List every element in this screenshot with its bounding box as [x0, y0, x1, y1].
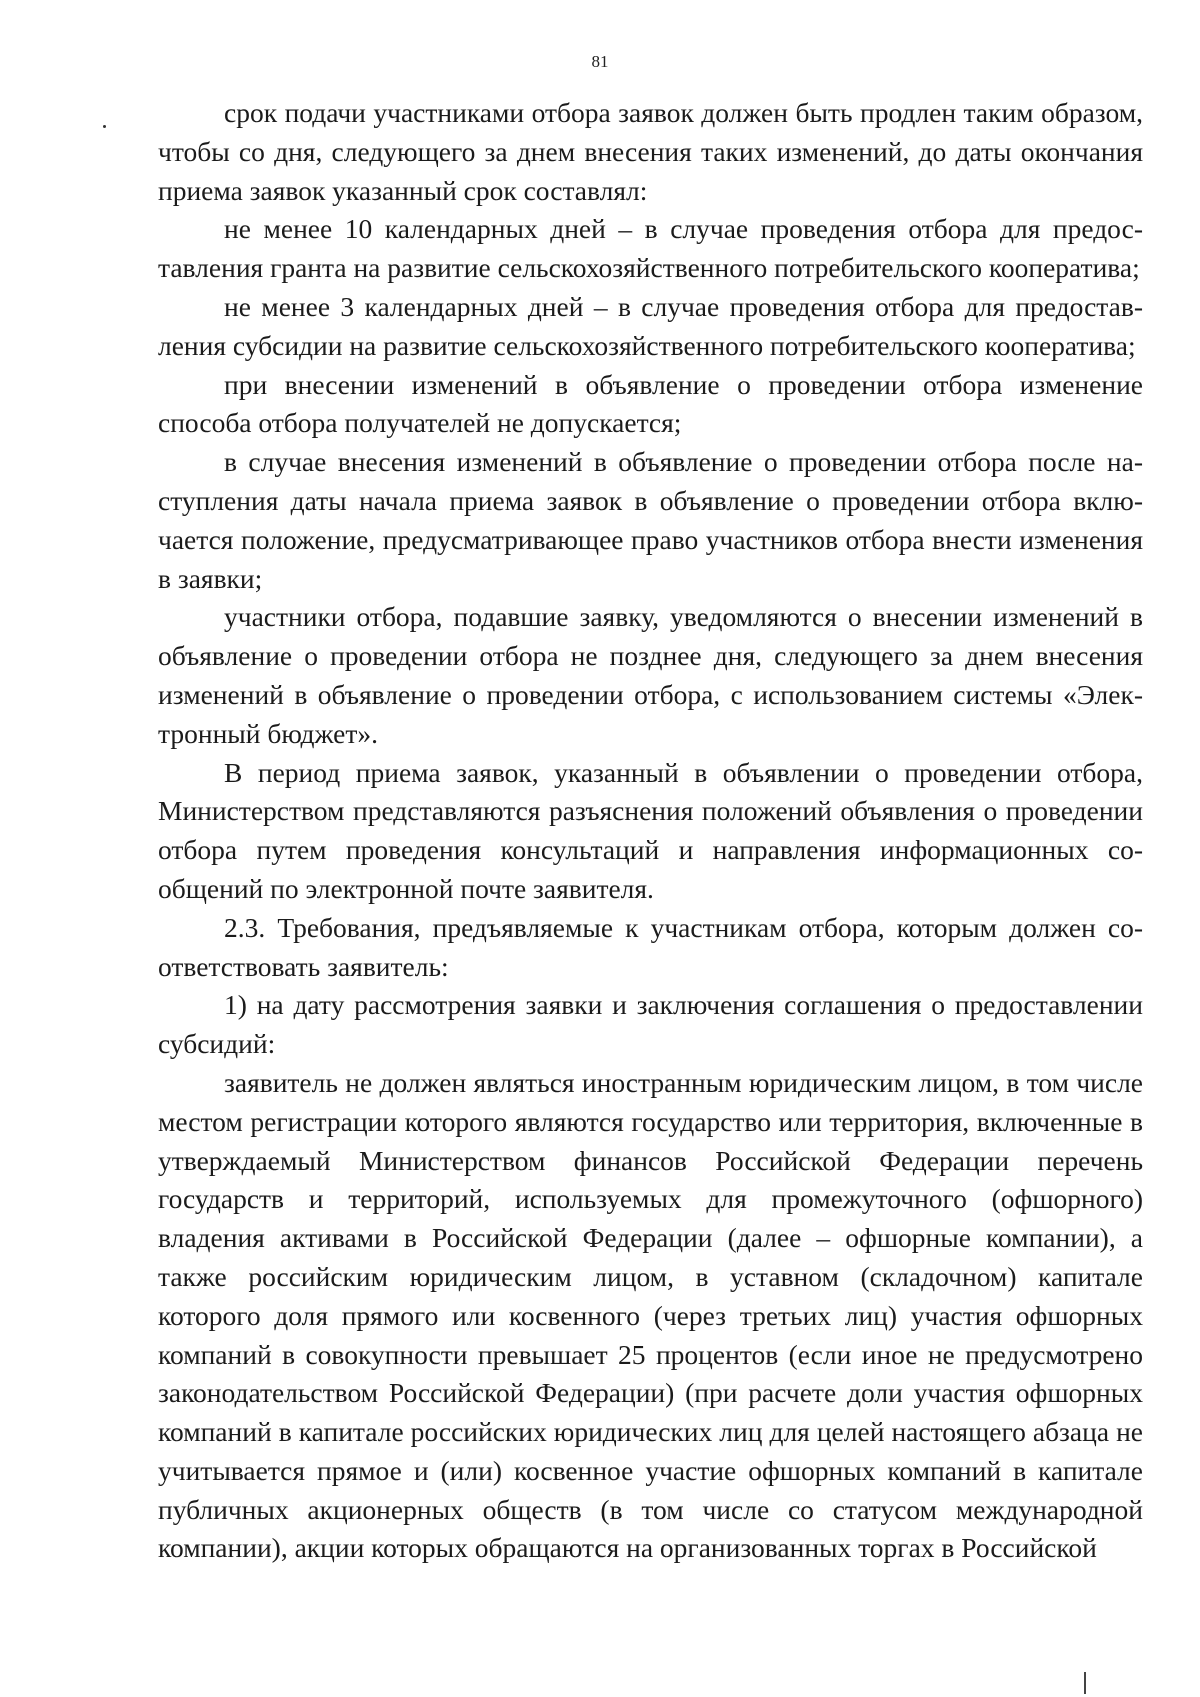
scan-edge-mark [1084, 1672, 1086, 1694]
paragraph: В период приема заявок, указанный в объявлении о проведении отбора, Министерством представляются разъяснения положений объявления о проведении отбора путем проведения консультаций и направления информационных сообщений по электронной почте заявителя. [158, 756, 1143, 904]
paragraph: 2.3. Требования, предъявляемые к участникам отбора, которым должен соответствовать заявитель: [158, 911, 1143, 982]
paragraph: не менее 3 календарных дней – в случае проведения отбора для предоставления субсидии на развитие сельскохозяйственного потребительского кооператива; [158, 290, 1143, 361]
paragraph: в случае внесения изменений в объявление о проведении отбора после наступления даты начала приема заявок в объявление о проведении отбора включается положение, предусматривающее право участников отбора внести изменения в заявки; [158, 446, 1143, 594]
scan-speck [103, 125, 106, 128]
page-number: 81 [591, 52, 609, 71]
paragraph: 1) на дату рассмотрения заявки и заключения соглашения о предоставлении субсидий: [158, 989, 1143, 1060]
document-body [158, 94, 1143, 1568]
paragraph: участники отбора, подавшие заявку, уведомляются о внесении изменений в объявление о проведении отбора не позднее дня, следующего за днем внесения изменений в объявление о проведении отбора, с использованием системы «Электронный бюджет». [158, 601, 1143, 749]
paragraph: не менее 10 календарных дней – в случае проведения отбора для предоставления гранта на развитие сельскохозяйственного потребительского кооператива; [158, 213, 1143, 284]
paragraph: при внесении изменений в объявление о проведении отбора изменение способа отбора получателей не допускается; [158, 368, 1143, 439]
paragraph: заявитель не должен являться иностранным юридическим лицом, в том числе местом регистрации которого являются государство или территория, включенные в утверждаемый Министерством финансов Российской Федерации перечень государств и территорий, используемых для промежуточного (офшорного) владения активами в Российской Федерации (далее – офшорные компании), а также российским юридическим лицом, в уставном (складочном) капитале которого доля прямого или косвенного (через третьих лиц) участия офшорных компаний в совокупности превышает 25 процентов (если иное не предусмотрено законодательством Российской Федерации) (при расчете доли участия офшорных компаний в капитале российских юридических лиц для целей настоящего абзаца не учитывается прямое и (или) косвенное участие офшорных компаний в капитале публичных акционерных обществ (в том числе со статусом международной компании), акции которых обращаются на организованных торгах в Российской [158, 1066, 1143, 1564]
paragraph: срок подачи участниками отбора заявок должен быть продлен таким образом, чтобы со дня, следующего за днем внесения таких изменений, до даты окончания приема заявок указанный срок составлял: [158, 97, 1143, 206]
